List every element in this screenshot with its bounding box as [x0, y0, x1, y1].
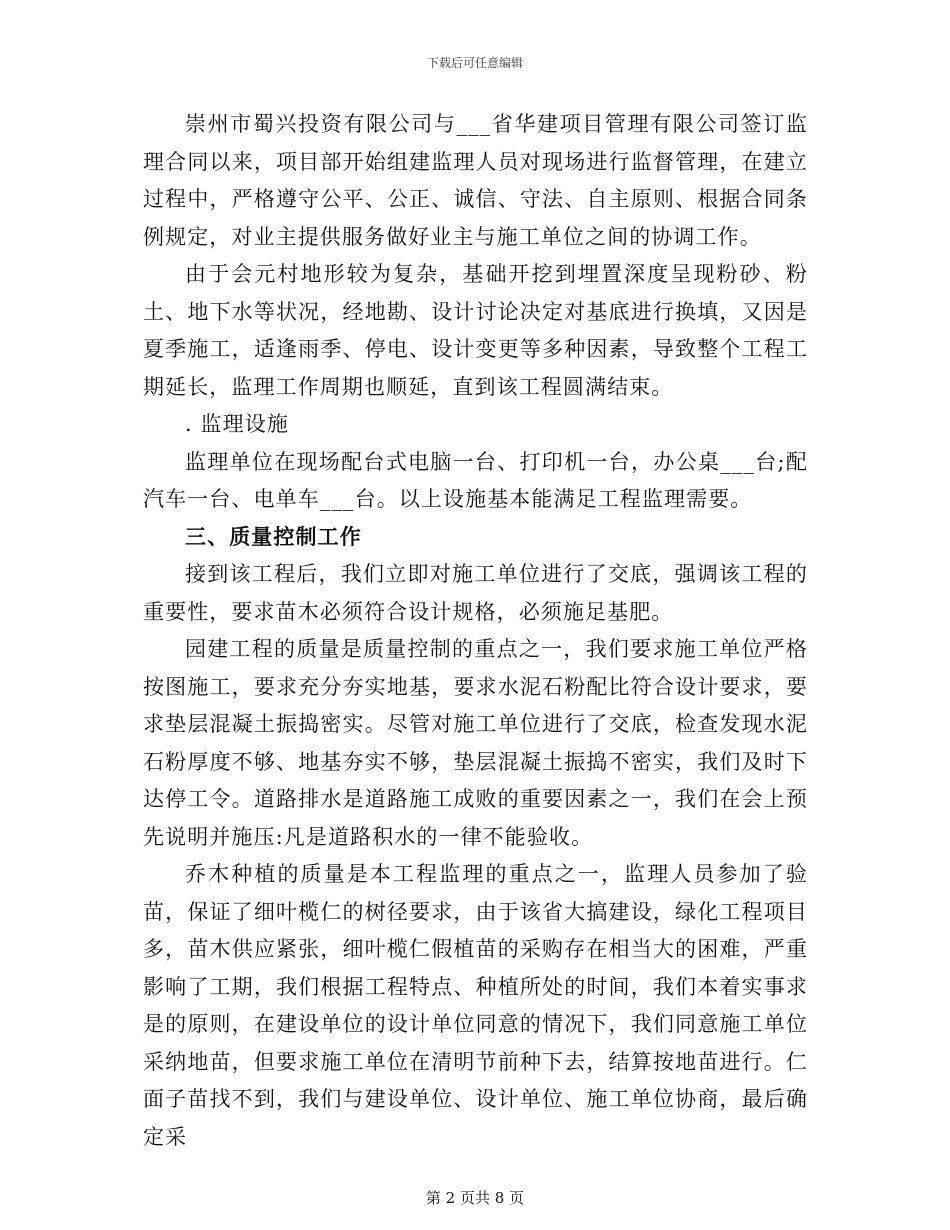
page-header: 下载后可任意编辑 — [426, 56, 523, 70]
paragraph-tree-planting: 乔木种植的质量是本工程监理的重点之一，监理人员参加了验苗，保证了细叶榄仁的树径要求，由于该省大搞建设，绿化工程项目多，苗木供应紧张，细叶榄仁假植苗的采购存在相当大的困难，严重影响了工期，我们根据工程特点、种植所处的时间，我们本着实事求是的原则，在建设单位的设计单位同意的情况下，我们同意施工单位采纳地苗，但要求施工单位在清明节前种下去，结算按地苗进行。仁面子苗找不到，我们与建设单位、设计单位、施工单位协商，最后确定采 — [143, 862, 808, 1149]
document-body — [143, 106, 808, 1156]
paragraph-briefing: 接到该工程后，我们立即对施工单位进行了交底，强调该工程的重要性，要求苗木必须符合设计规格，必须施足基肥。 — [143, 562, 808, 624]
section-heading-quality-control: 三、质量控制工作 — [185, 524, 362, 549]
paragraph-contract: 崇州市蜀兴投资有限公司与___省华建项目管理有限公司签订监理合同以来，项目部开始组建监理人员对现场进行监督管理，在建立过程中，严格遵守公平、公正、诚信、守法、自主原则、根据合同条例规定，对业主提供服务做好业主与施工单位之间的协调工作。 — [143, 112, 808, 249]
paragraph-landscape-construction: 园建工程的质量是质量控制的重点之一，我们要求施工单位严格按图施工，要求充分夯实地基，要求水泥石粉配比符合设计要求，要求垫层混凝土振捣密实。尽管对施工单位进行了交底，检查发现水泥石粉厚度不够、地基夯实不够，垫层混凝土振捣不密实，我们及时下达停工令。道路排水是道路施工成败的重要因素之一，我们在会上预先说明并施压:凡是道路积水的一律不能验收。 — [143, 637, 808, 849]
paragraph-facilities: 监理单位在现场配台式电脑一台、打印机一台，办公桌___台;配汽车一台、电单车___台。以上设施基本能满足工程监理需要。 — [143, 449, 808, 511]
page-number: 第 2 页共 8 页 — [425, 1189, 525, 1207]
paragraph-site-conditions: 由于会元村地形较为复杂，基础开挖到埋置深度呈现粉砂、粉土、地下水等状况，经地勘、设计讨论决定对基底进行换填，又因是夏季施工，适逢雨季、停电、设计变更等多种因素，导致整个工程工期延长，监理工作周期也顺延，直到该工程圆满结束。 — [143, 262, 808, 399]
subheading-facilities: . 监理设施 — [185, 412, 289, 436]
